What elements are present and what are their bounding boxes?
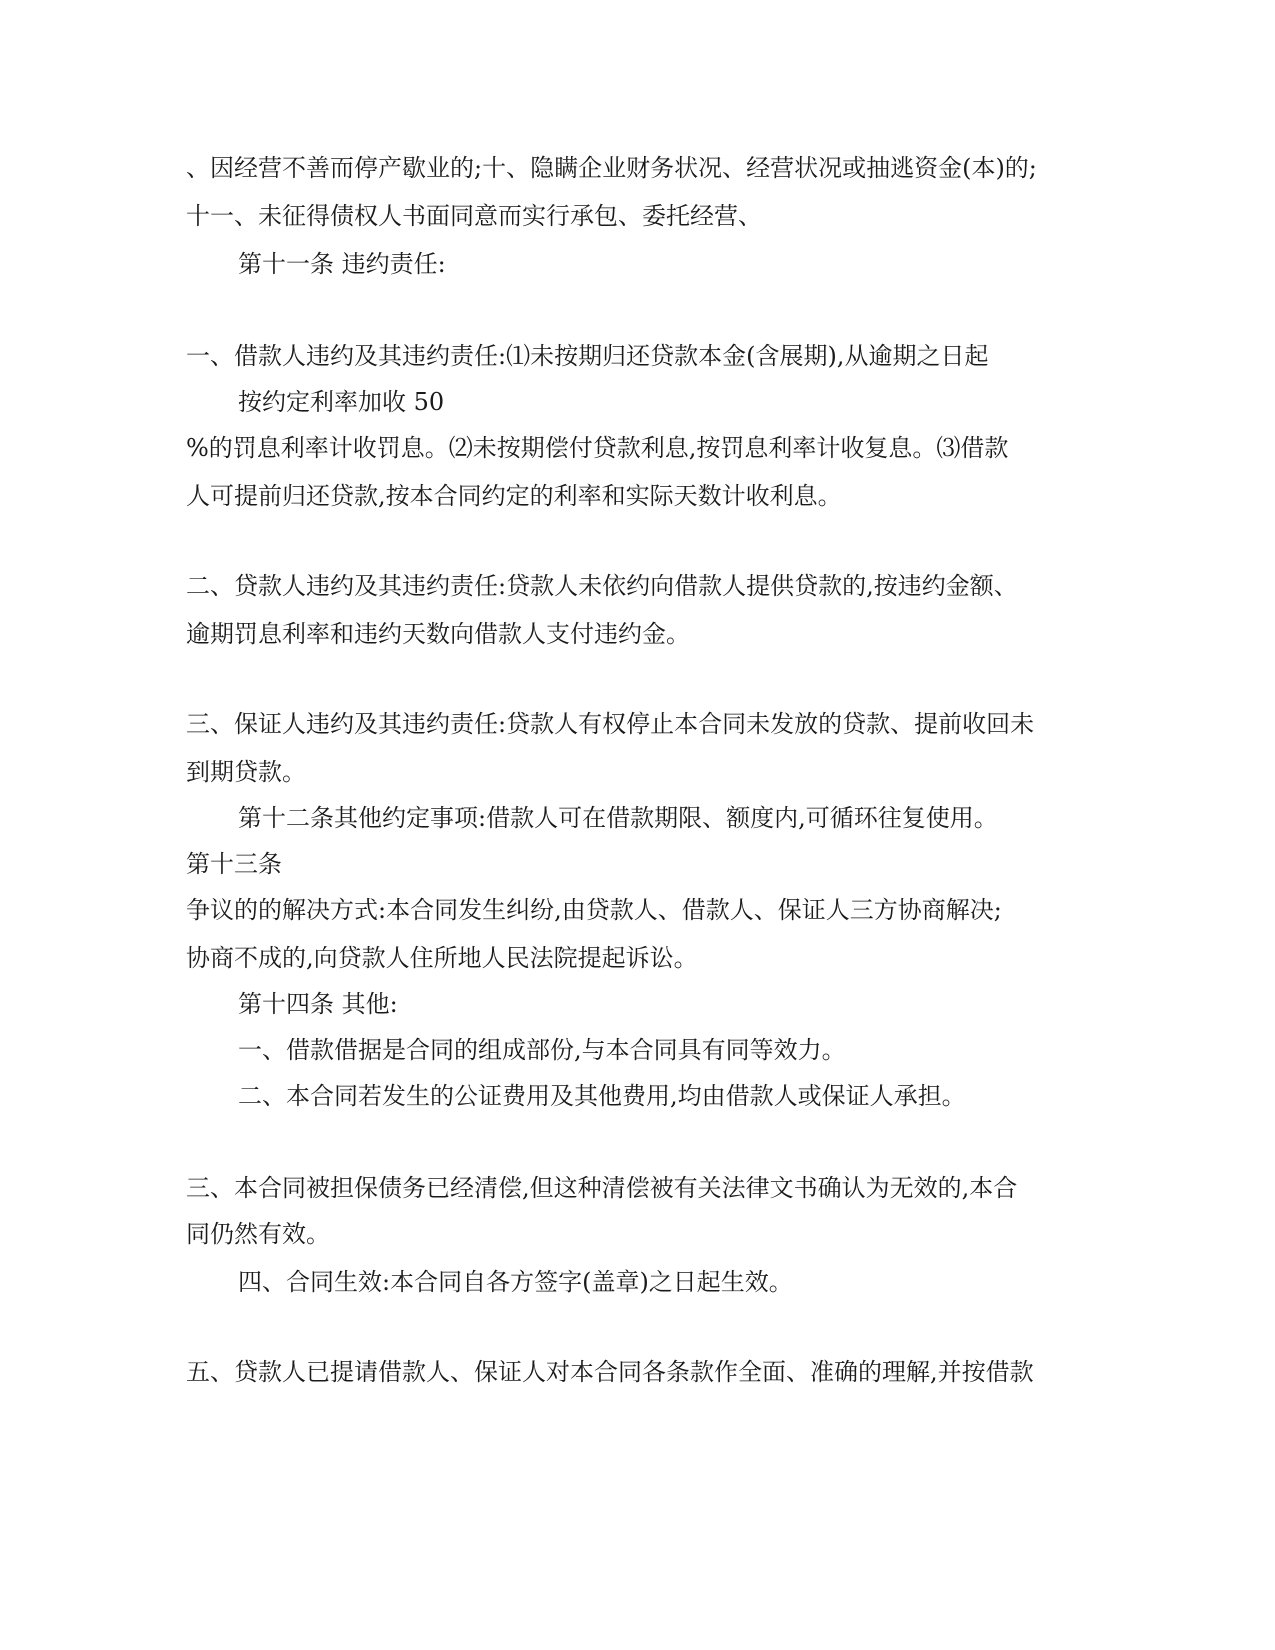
text-line: 协商不成的,向贷款人住所地人民法院提起诉讼。: [186, 944, 698, 972]
text-line: 二、本合同若发生的公证费用及其他费用,均由借款人或保证人承担。: [238, 1082, 966, 1110]
text-line: 三、保证人违约及其违约责任:贷款人有权停止本合同未发放的贷款、提前收回未: [186, 710, 1035, 738]
text-line: 争议的的解决方式:本合同发生纠纷,由贷款人、借款人、保证人三方协商解决;: [186, 896, 1002, 924]
text-line: 三、本合同被担保债务已经清偿,但这种清偿被有关法律文书确认为无效的,本合: [186, 1174, 1018, 1202]
article-heading: 第十四条 其他:: [238, 990, 398, 1018]
text-line: %的罚息利率计收罚息。⑵未按期偿付贷款利息,按罚息利率计收复息。⑶借款: [186, 434, 1009, 462]
text-line: 一、借款人违约及其违约责任:⑴未按期归还贷款本金(含展期),从逾期之日起: [186, 342, 989, 370]
text-line: 人可提前归还贷款,按本合同约定的利率和实际天数计收利息。: [186, 482, 842, 510]
text-line: 、因经营不善而停产歇业的;十、隐瞒企业财务状况、经营状况或抽逃资金(本)的;: [186, 154, 1037, 182]
text-line: 二、贷款人违约及其违约责任:贷款人未依约向借款人提供贷款的,按违约金额、: [186, 572, 1018, 600]
text-line: 逾期罚息利率和违约天数向借款人支付违约金。: [186, 620, 690, 648]
text-line: 到期贷款。: [186, 758, 306, 786]
text-line: 同仍然有效。: [186, 1220, 330, 1248]
text-line: 一、借款借据是合同的组成部份,与本合同具有同等效力。: [238, 1036, 846, 1064]
text-line: 四、合同生效:本合同自各方签字(盖章)之日起生效。: [238, 1268, 793, 1296]
article-heading: 第十三条: [186, 850, 282, 878]
text-line: 按约定利率加收 50: [238, 388, 445, 416]
article-heading: 第十二条其他约定事项:借款人可在借款期限、额度内,可循环往复使用。: [238, 804, 998, 832]
text-line: 五、贷款人已提请借款人、保证人对本合同各条款作全面、准确的理解,并按借款: [186, 1358, 1034, 1386]
article-heading: 第十一条 违约责任:: [238, 250, 446, 278]
text-line: 十一、未征得债权人书面同意而实行承包、委托经营、: [186, 202, 762, 230]
